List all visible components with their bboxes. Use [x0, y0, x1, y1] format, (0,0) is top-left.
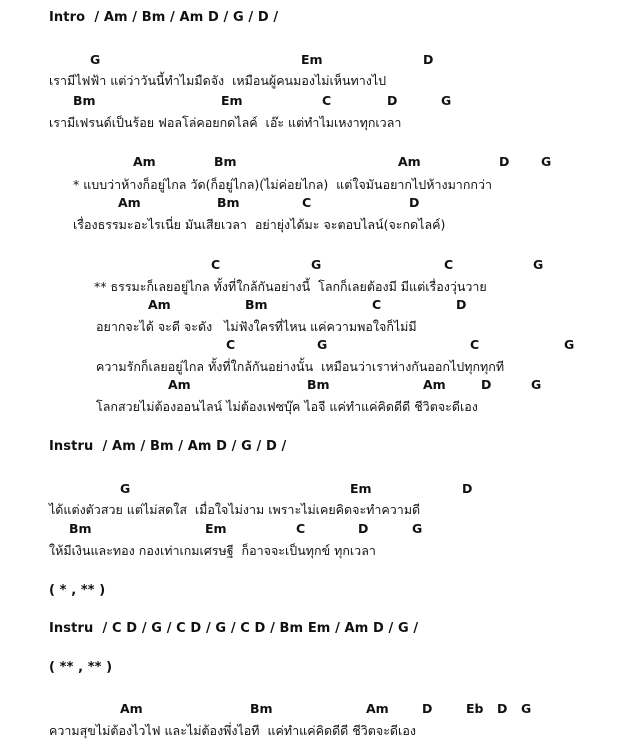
chord: G [90, 52, 101, 67]
lyric-line: อยากจะได้ จะดี จะดัง ไม่ฟังใครที่ไหน แค่ความพอใจก็ไม่มี [96, 319, 417, 334]
chord: D [462, 481, 473, 496]
lyric-line: ให้มีเงินและทอง กองเท่าเกมเศรษฐี ก็อาจจะเป็นทุกข์ ทุกเวลา [49, 543, 376, 558]
chord: Em [205, 521, 227, 536]
lyric-line: ** ธรรมะก็เลยอยู่ไกล ทั้งที่ใกล้กันอย่างนี้ โลกก็เลยต้องมี มีแต่เรื่องวุ่นวาย [94, 279, 487, 294]
chord: Bm [69, 521, 92, 536]
chord: G [531, 377, 542, 392]
chord: C [444, 257, 454, 272]
chord: G [317, 337, 328, 352]
chord: D [481, 377, 492, 392]
chord: C [226, 337, 236, 352]
chord: G [412, 521, 423, 536]
lyric-line: เรื่องธรรมะอะไรเนี่ย มันเสียเวลา อย่ายุ่งได้มะ จะตอบไลน์(จะกดไลค์) [73, 217, 446, 232]
lyric-line: เรามีเฟรนด์เป็นร้อย ฟอลโล่คอยกดไลค์ เอ๊ะ แต่ทำไมเหงาทุกเวลา [49, 115, 402, 130]
chord: G [521, 701, 532, 716]
chord: D [422, 701, 433, 716]
chord: Am [168, 377, 191, 392]
chord: D [358, 521, 369, 536]
chord: D [409, 195, 420, 210]
chord: Am [366, 701, 389, 716]
chord: C [296, 521, 306, 536]
chord: Am [398, 154, 421, 169]
chord: C [211, 257, 221, 272]
chord: Em [221, 93, 243, 108]
chord: C [302, 195, 312, 210]
lyric-line: * แบบว่าห้างก็อยู่ไกล วัด(ก็อยู่ไกล)(ไม่ค่อยไกล) แต่ใจมันอยากไปห้างมากกว่า [73, 177, 493, 192]
chord: G [564, 337, 575, 352]
chord: G [533, 257, 544, 272]
chord: Bm [307, 377, 330, 392]
chord: Em [350, 481, 372, 496]
lyric-line: โลกสวยไม่ต้องออนไลน์ ไม่ต้องเฟซบุ๊ค ไอจี แค่ทำแค่คิดดีดี ชีวิตจะดีเอง [96, 399, 478, 414]
chord: Bm [250, 701, 273, 716]
chord: Am [118, 195, 141, 210]
chord: Am [120, 701, 143, 716]
chord: Bm [217, 195, 240, 210]
instru-line: Instru / C D / G / C D / G / C D / Bm Em / Am D / G / [49, 621, 419, 636]
lyric-line: ความสุขไม่ต้องไวไฟ และไม่ต้องพึ่งไอที แค่ทำแค่คิดดีดี ชีวิตจะดีเอง [49, 723, 416, 738]
chord: G [441, 93, 452, 108]
chord: G [541, 154, 552, 169]
chord: Bm [73, 93, 96, 108]
chord: Bm [245, 297, 268, 312]
chord: G [120, 481, 131, 496]
chord: C [470, 337, 480, 352]
lyric-line: ได้แต่งตัวสวย แต่ไม่สดใส เมื่อใจไม่งาม เพราะไม่เคยคิดจะทำความดี [49, 502, 421, 517]
lyric-line: เรามีไฟฟ้า แต่ว่าวันนี้ทำไมมืดจัง เหมือนผู้คนมองไม่เห็นทางไป [49, 73, 387, 88]
chord: G [311, 257, 322, 272]
repeat-line: ( * , ** ) [49, 583, 106, 598]
chord: C [372, 297, 382, 312]
chord: D [456, 297, 467, 312]
chord: Em [301, 52, 323, 67]
chord: D [497, 701, 508, 716]
chord: D [499, 154, 510, 169]
intro-line: Intro / Am / Bm / Am D / G / D / [49, 10, 279, 25]
chord: C [322, 93, 332, 108]
chord: Bm [214, 154, 237, 169]
chord: D [423, 52, 434, 67]
chord: Am [423, 377, 446, 392]
chord: Eb [466, 701, 484, 716]
instru-line: Instru / Am / Bm / Am D / G / D / [49, 439, 287, 454]
chord: Am [148, 297, 171, 312]
lyric-line: ความรักก็เลยอยู่ไกล ทั้งที่ใกล้กันอย่างนั้น เหมือนว่าเราห่างกันออกไปทุกทุกที [96, 359, 505, 374]
repeat-line: ( ** , ** ) [49, 660, 113, 675]
chord: D [387, 93, 398, 108]
chord: Am [133, 154, 156, 169]
